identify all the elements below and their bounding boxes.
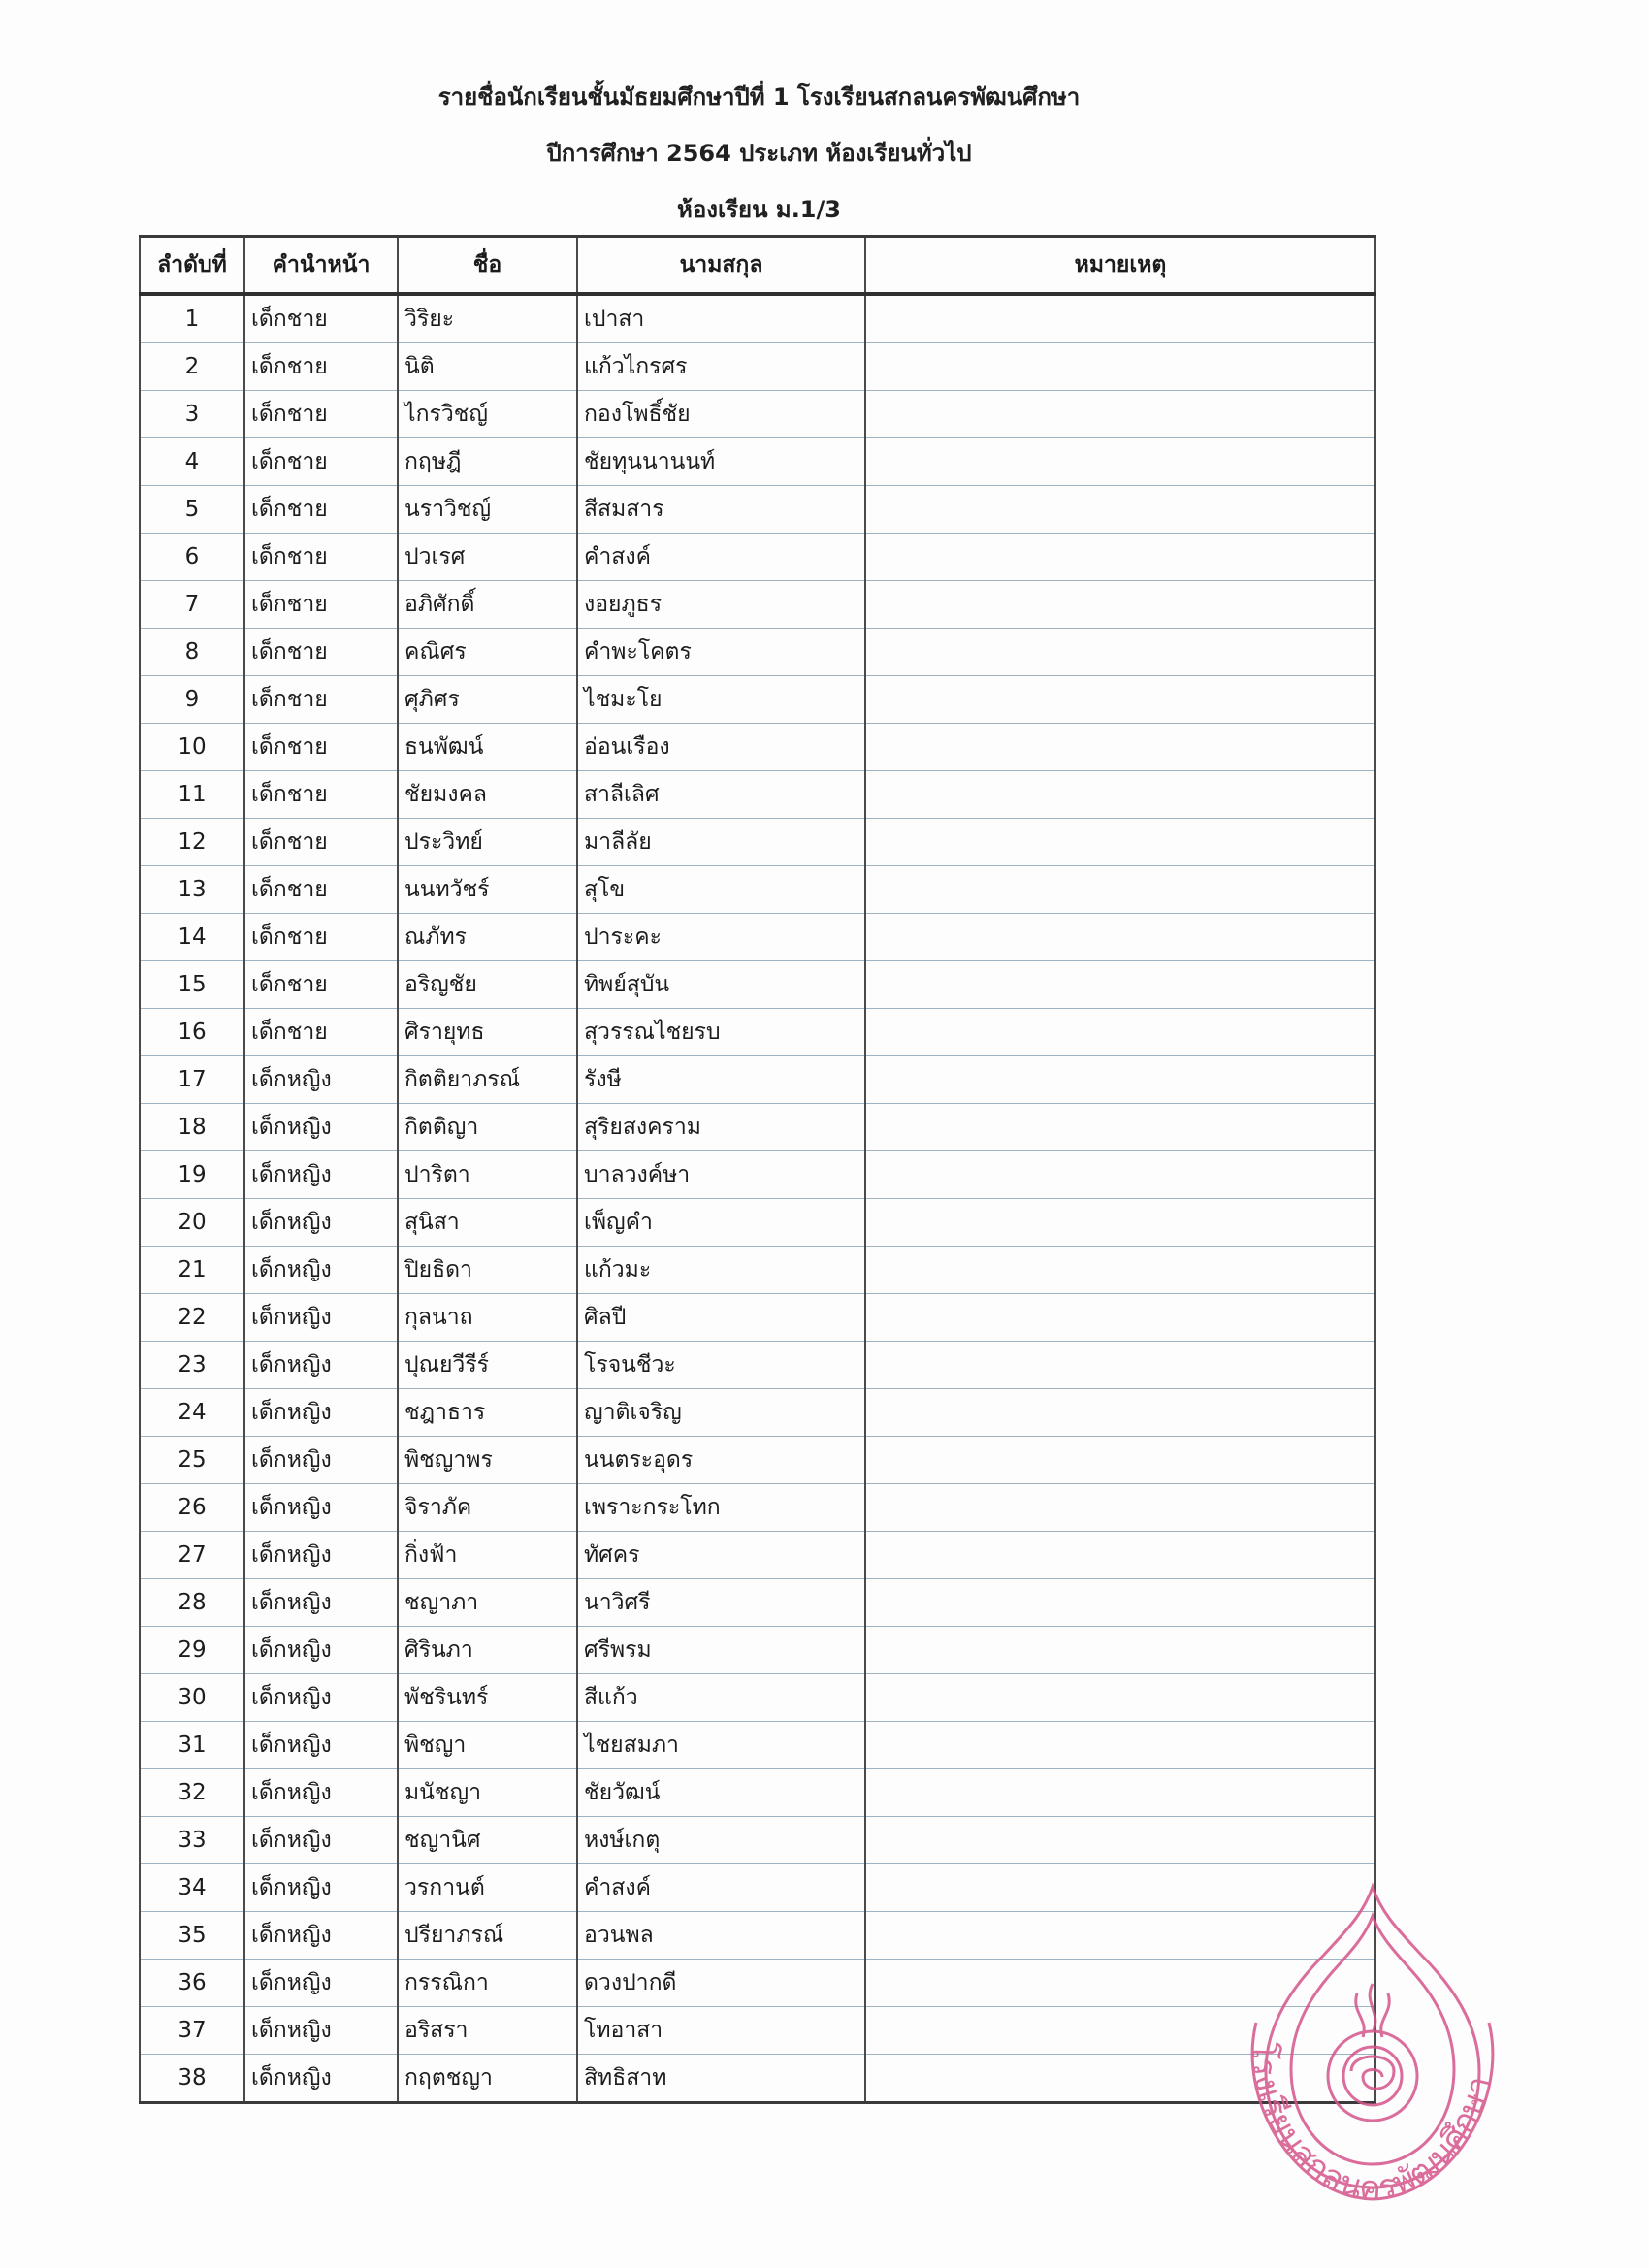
name-prefix-cell: เด็กชาย — [244, 724, 398, 771]
table-row — [140, 1769, 1375, 1817]
name-prefix-cell: เด็กชาย — [244, 486, 398, 534]
table-row — [140, 724, 1375, 771]
name-prefix-cell: เด็กหญิง — [244, 1199, 398, 1247]
last-name-cell: กองโพธิ์ชัย — [577, 391, 865, 438]
remark-cell — [865, 1009, 1375, 1056]
last-name-cell: เปาสา — [577, 294, 865, 343]
first-name-cell: ธนพัฒน์ — [398, 724, 577, 771]
remark-cell — [865, 629, 1375, 676]
first-name-cell: สุนิสา — [398, 1199, 577, 1247]
name-prefix-cell: เด็กชาย — [244, 343, 398, 391]
table-row — [140, 486, 1375, 534]
first-name-cell: กิตติยาภรณ์ — [398, 1056, 577, 1104]
row-number-cell: 15 — [140, 961, 244, 1009]
table-row — [140, 1342, 1375, 1389]
name-prefix-cell: เด็กหญิง — [244, 1579, 398, 1627]
first-name-cell: ศิรายุทธ — [398, 1009, 577, 1056]
name-prefix-cell: เด็กชาย — [244, 866, 398, 914]
first-name-cell: ประวิทย์ — [398, 819, 577, 866]
last-name-cell: ชัยวัฒน์ — [577, 1769, 865, 1817]
name-prefix-cell: เด็กชาย — [244, 581, 398, 629]
table-row — [140, 438, 1375, 486]
name-prefix-cell: เด็กหญิง — [244, 1817, 398, 1864]
row-number-cell: 34 — [140, 1864, 244, 1912]
last-name-cell: คำพะโคตร — [577, 629, 865, 676]
remark-cell — [865, 1484, 1375, 1532]
row-number-cell: 17 — [140, 1056, 244, 1104]
name-prefix-cell: เด็กหญิง — [244, 1532, 398, 1579]
table-row — [140, 819, 1375, 866]
name-prefix-cell: เด็กชาย — [244, 391, 398, 438]
first-name-cell: กุลนาถ — [398, 1294, 577, 1342]
remark-cell — [865, 1817, 1375, 1864]
name-prefix-cell: เด็กชาย — [244, 438, 398, 486]
table-row — [140, 1199, 1375, 1247]
school-seal-icon — [1227, 1877, 1518, 2207]
last-name-cell: นาวิศรี — [577, 1579, 865, 1627]
table-row — [140, 1484, 1375, 1532]
first-name-cell: ปาริตา — [398, 1151, 577, 1199]
document-title: รายชื่อนักเรียนชั้นมัธยมศึกษาปีที่ 1 โรงเรียนสกลนครพัฒนศึกษา — [437, 83, 1081, 111]
row-number-cell: 32 — [140, 1769, 244, 1817]
row-number-cell: 33 — [140, 1817, 244, 1864]
remark-cell — [865, 1342, 1375, 1389]
remark-cell — [865, 676, 1375, 724]
name-prefix-cell: เด็กหญิง — [244, 1674, 398, 1722]
first-name-cell: ปวเรศ — [398, 534, 577, 581]
name-prefix-cell: เด็กหญิง — [244, 1484, 398, 1532]
remark-cell — [865, 1389, 1375, 1437]
remark-cell — [865, 819, 1375, 866]
row-number-cell: 37 — [140, 2007, 244, 2055]
row-number-cell: 13 — [140, 866, 244, 914]
first-name-cell: กรรณิกา — [398, 1960, 577, 2007]
last-name-cell: ปาระคะ — [577, 914, 865, 961]
name-prefix-cell: เด็กหญิง — [244, 2007, 398, 2055]
first-name-cell: พัชรินทร์ — [398, 1674, 577, 1722]
table-row — [140, 1627, 1375, 1674]
last-name-cell: สุริยสงคราม — [577, 1104, 865, 1151]
table-row — [140, 1151, 1375, 1199]
first-name-cell: กิ่งฟ้า — [398, 1532, 577, 1579]
row-number-cell: 38 — [140, 2055, 244, 2103]
row-number-cell: 19 — [140, 1151, 244, 1199]
first-name-cell: ศิรินภา — [398, 1627, 577, 1674]
remark-cell — [865, 391, 1375, 438]
remark-cell — [865, 343, 1375, 391]
first-name-cell: ปุณยวีรีร์ — [398, 1342, 577, 1389]
name-prefix-cell: เด็กชาย — [244, 961, 398, 1009]
last-name-cell: ศิลปี — [577, 1294, 865, 1342]
col-header-number: ลำดับที่ — [140, 237, 244, 295]
first-name-cell: ปิยธิดา — [398, 1247, 577, 1294]
row-number-cell: 28 — [140, 1579, 244, 1627]
classroom-line: ห้องเรียน ม.1/3 — [677, 196, 841, 223]
name-prefix-cell: เด็กหญิง — [244, 2055, 398, 2103]
table-row — [140, 866, 1375, 914]
col-header-prefix: คำนำหน้า — [244, 237, 398, 295]
name-prefix-cell: เด็กหญิง — [244, 1247, 398, 1294]
remark-cell — [865, 1437, 1375, 1484]
table-row — [140, 1674, 1375, 1722]
first-name-cell: นนทวัชร์ — [398, 866, 577, 914]
row-number-cell: 26 — [140, 1484, 244, 1532]
first-name-cell: พิชญา — [398, 1722, 577, 1769]
name-prefix-cell: เด็กหญิง — [244, 1151, 398, 1199]
name-prefix-cell: เด็กหญิง — [244, 1769, 398, 1817]
row-number-cell: 25 — [140, 1437, 244, 1484]
remark-cell — [865, 581, 1375, 629]
last-name-cell: เพราะกระโทก — [577, 1484, 865, 1532]
row-number-cell: 22 — [140, 1294, 244, 1342]
first-name-cell: วรกานต์ — [398, 1864, 577, 1912]
row-number-cell: 20 — [140, 1199, 244, 1247]
remark-cell — [865, 1294, 1375, 1342]
first-name-cell: กฤตชญา — [398, 2055, 577, 2103]
remark-cell — [865, 724, 1375, 771]
col-header-remark: หมายเหตุ — [865, 237, 1375, 295]
first-name-cell: จิราภัค — [398, 1484, 577, 1532]
remark-cell — [865, 1627, 1375, 1674]
first-name-cell: คณิศร — [398, 629, 577, 676]
remark-cell — [865, 1199, 1375, 1247]
row-number-cell: 36 — [140, 1960, 244, 2007]
remark-cell — [865, 866, 1375, 914]
academic-year-line: ปีการศึกษา 2564 ประเภท ห้องเรียนทั่วไป — [546, 140, 972, 167]
remark-cell — [865, 534, 1375, 581]
last-name-cell: ศรีพรม — [577, 1627, 865, 1674]
name-prefix-cell: เด็กหญิง — [244, 1864, 398, 1912]
remark-cell — [865, 1056, 1375, 1104]
table-row — [140, 1912, 1375, 1960]
table-row — [140, 581, 1375, 629]
last-name-cell: คำสงค์ — [577, 1864, 865, 1912]
table-row — [140, 961, 1375, 1009]
remark-cell — [865, 294, 1375, 343]
first-name-cell: ชฎาธาร — [398, 1389, 577, 1437]
last-name-cell: หงษ์เกตุ — [577, 1817, 865, 1864]
name-prefix-cell: เด็กชาย — [244, 294, 398, 343]
name-prefix-cell: เด็กชาย — [244, 914, 398, 961]
table-header-row — [140, 237, 1375, 295]
row-number-cell: 16 — [140, 1009, 244, 1056]
table-row — [140, 1294, 1375, 1342]
name-prefix-cell: เด็กหญิง — [244, 1437, 398, 1484]
remark-cell — [865, 1151, 1375, 1199]
remark-cell — [865, 1674, 1375, 1722]
name-prefix-cell: เด็กชาย — [244, 629, 398, 676]
table-row — [140, 1864, 1375, 1912]
name-prefix-cell: เด็กหญิง — [244, 1960, 398, 2007]
table-row — [140, 1532, 1375, 1579]
name-prefix-cell: เด็กหญิง — [244, 1056, 398, 1104]
row-number-cell: 6 — [140, 534, 244, 581]
name-prefix-cell: เด็กหญิง — [244, 1104, 398, 1151]
last-name-cell: ญาติเจริญ — [577, 1389, 865, 1437]
remark-cell — [865, 438, 1375, 486]
remark-cell — [865, 961, 1375, 1009]
last-name-cell: มาลีลัย — [577, 819, 865, 866]
first-name-cell: อริสรา — [398, 2007, 577, 2055]
last-name-cell: ชัยทุนนานนท์ — [577, 438, 865, 486]
remark-cell — [865, 486, 1375, 534]
first-name-cell: ปรียาภรณ์ — [398, 1912, 577, 1960]
last-name-cell: เพ็ญคำ — [577, 1199, 865, 1247]
first-name-cell: ไกรวิชญ์ — [398, 391, 577, 438]
name-prefix-cell: เด็กหญิง — [244, 1722, 398, 1769]
first-name-cell: กฤษฎี — [398, 438, 577, 486]
row-number-cell: 29 — [140, 1627, 244, 1674]
table-row — [140, 1009, 1375, 1056]
last-name-cell: ดวงปากดี — [577, 1960, 865, 2007]
table-row — [140, 534, 1375, 581]
table-row — [140, 391, 1375, 438]
row-number-cell: 10 — [140, 724, 244, 771]
last-name-cell: ทิพย์สุบัน — [577, 961, 865, 1009]
first-name-cell: พิชญาพร — [398, 1437, 577, 1484]
first-name-cell: นราวิชญ์ — [398, 486, 577, 534]
name-prefix-cell: เด็กชาย — [244, 819, 398, 866]
table-row — [140, 1437, 1375, 1484]
row-number-cell: 3 — [140, 391, 244, 438]
row-number-cell: 14 — [140, 914, 244, 961]
row-number-cell: 12 — [140, 819, 244, 866]
first-name-cell: นิติ — [398, 343, 577, 391]
last-name-cell: สุโข — [577, 866, 865, 914]
row-number-cell: 9 — [140, 676, 244, 724]
row-number-cell: 1 — [140, 294, 244, 343]
remark-cell — [865, 771, 1375, 819]
last-name-cell: สุวรรณไชยรบ — [577, 1009, 865, 1056]
row-number-cell: 23 — [140, 1342, 244, 1389]
row-number-cell: 8 — [140, 629, 244, 676]
table-row — [140, 343, 1375, 391]
first-name-cell: ณภัทร — [398, 914, 577, 961]
table-row — [140, 629, 1375, 676]
name-prefix-cell: เด็กหญิง — [244, 1627, 398, 1674]
name-prefix-cell: เด็กหญิง — [244, 1342, 398, 1389]
table-row — [140, 1389, 1375, 1437]
last-name-cell: งอยภูธร — [577, 581, 865, 629]
svg-text:โรงเรียนสกลนครพัฒนศึกษา: โรงเรียนสกลนครพัฒนศึกษา — [1243, 2041, 1500, 2207]
first-name-cell: อริญชัย — [398, 961, 577, 1009]
last-name-cell: โทอาสา — [577, 2007, 865, 2055]
last-name-cell: อวนพล — [577, 1912, 865, 1960]
table-row — [140, 1960, 1375, 2007]
table-row — [140, 294, 1375, 343]
last-name-cell: ไชมะโย — [577, 676, 865, 724]
table-row — [140, 1247, 1375, 1294]
row-number-cell: 27 — [140, 1532, 244, 1579]
remark-cell — [865, 1722, 1375, 1769]
last-name-cell: สาลีเลิศ — [577, 771, 865, 819]
name-prefix-cell: เด็กชาย — [244, 771, 398, 819]
last-name-cell: โรจนชีวะ — [577, 1342, 865, 1389]
row-number-cell: 11 — [140, 771, 244, 819]
table-row — [140, 1056, 1375, 1104]
name-prefix-cell: เด็กหญิง — [244, 1294, 398, 1342]
table-row — [140, 771, 1375, 819]
table-row — [140, 2055, 1375, 2103]
row-number-cell: 4 — [140, 438, 244, 486]
first-name-cell: ชญาภา — [398, 1579, 577, 1627]
table-row — [140, 914, 1375, 961]
row-number-cell: 30 — [140, 1674, 244, 1722]
table-row — [140, 676, 1375, 724]
col-header-first-name: ชื่อ — [398, 237, 577, 295]
table-row — [140, 1722, 1375, 1769]
last-name-cell: คำสงค์ — [577, 534, 865, 581]
first-name-cell: ศุภิศร — [398, 676, 577, 724]
row-number-cell: 24 — [140, 1389, 244, 1437]
student-roster-table — [139, 235, 1376, 2104]
last-name-cell: สีสมสาร — [577, 486, 865, 534]
name-prefix-cell: เด็กหญิง — [244, 1912, 398, 1960]
last-name-cell: นนตระอุดร — [577, 1437, 865, 1484]
row-number-cell: 31 — [140, 1722, 244, 1769]
col-header-last-name: นามสกุล — [577, 237, 865, 295]
last-name-cell: ทัศคร — [577, 1532, 865, 1579]
last-name-cell: รังษี — [577, 1056, 865, 1104]
row-number-cell: 2 — [140, 343, 244, 391]
first-name-cell: กิตติญา — [398, 1104, 577, 1151]
last-name-cell: สิทธิสาท — [577, 2055, 865, 2103]
remark-cell — [865, 914, 1375, 961]
table-row — [140, 2007, 1375, 2055]
last-name-cell: บาลวงค์ษา — [577, 1151, 865, 1199]
first-name-cell: ชัยมงคล — [398, 771, 577, 819]
row-number-cell: 35 — [140, 1912, 244, 1960]
name-prefix-cell: เด็กชาย — [244, 1009, 398, 1056]
table-row — [140, 1817, 1375, 1864]
remark-cell — [865, 1579, 1375, 1627]
first-name-cell: ชญานิศ — [398, 1817, 577, 1864]
name-prefix-cell: เด็กชาย — [244, 534, 398, 581]
remark-cell — [865, 1104, 1375, 1151]
row-number-cell: 21 — [140, 1247, 244, 1294]
last-name-cell: แก้วมะ — [577, 1247, 865, 1294]
first-name-cell: วิริยะ — [398, 294, 577, 343]
row-number-cell: 18 — [140, 1104, 244, 1151]
last-name-cell: สีแก้ว — [577, 1674, 865, 1722]
table-row — [140, 1579, 1375, 1627]
row-number-cell: 5 — [140, 486, 244, 534]
last-name-cell: ไชยสมภา — [577, 1722, 865, 1769]
first-name-cell: อภิศักดิ์ — [398, 581, 577, 629]
remark-cell — [865, 1247, 1375, 1294]
name-prefix-cell: เด็กหญิง — [244, 1389, 398, 1437]
row-number-cell: 7 — [140, 581, 244, 629]
last-name-cell: อ่อนเรือง — [577, 724, 865, 771]
table-row — [140, 1104, 1375, 1151]
remark-cell — [865, 1769, 1375, 1817]
name-prefix-cell: เด็กชาย — [244, 676, 398, 724]
remark-cell — [865, 1532, 1375, 1579]
first-name-cell: มนัชญา — [398, 1769, 577, 1817]
last-name-cell: แก้วไกรศร — [577, 343, 865, 391]
